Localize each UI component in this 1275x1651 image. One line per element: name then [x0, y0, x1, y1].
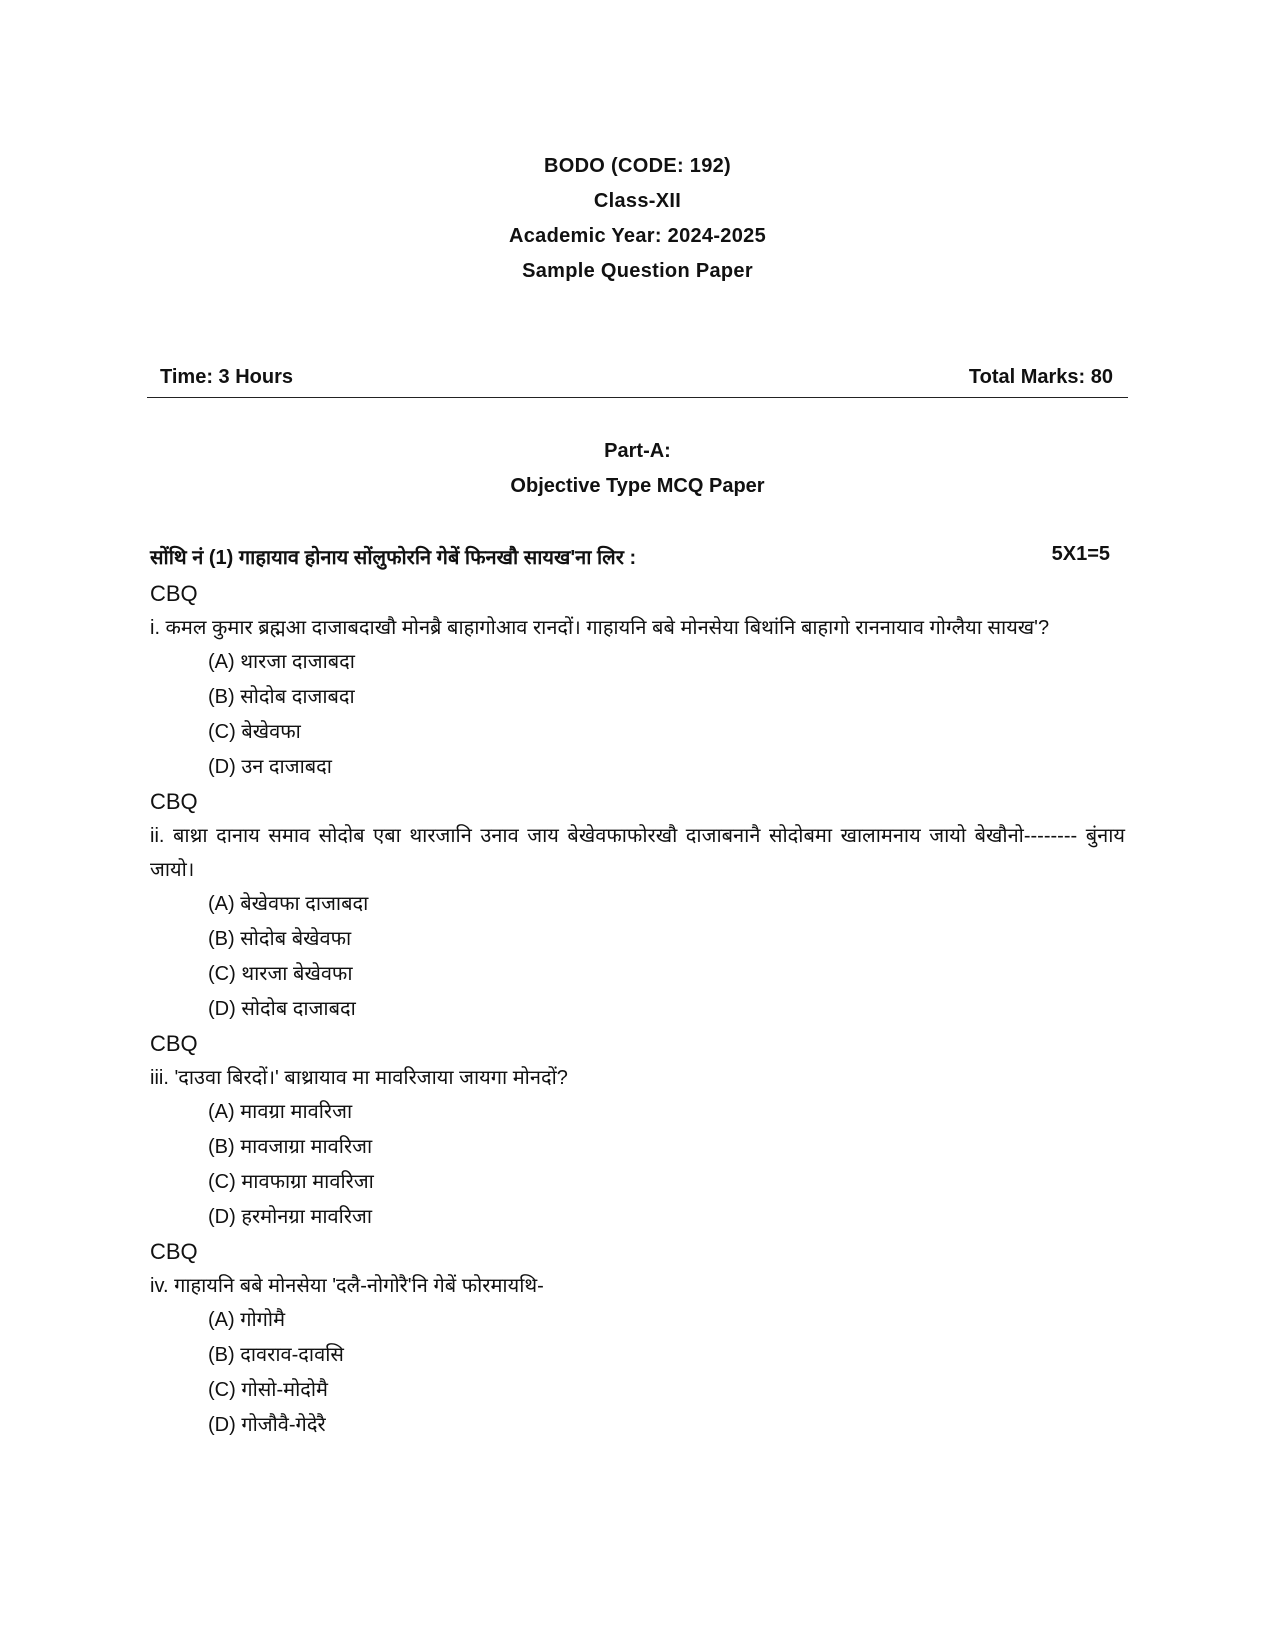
question-block: [150, 577, 1125, 785]
option-c: (C) मावफाग्रा मावरिजा: [208, 1171, 374, 1193]
option-b: (B) सोदोब बेखेवफा: [208, 928, 352, 950]
question-text: iv. गाहायनि बबे मोनसेया 'दलै-नोगोरै'नि गेबें फोरमायथि-: [150, 1275, 544, 1297]
option-a: (A) बेखेवफा दाजाबदा: [208, 893, 369, 915]
question-block: [150, 785, 1125, 1027]
option-c: (C) बेखेवफा: [208, 721, 301, 743]
question-tag: CBQ: [150, 789, 198, 814]
question-text: i. कमल कुमार ब्रह्मआ दाजाबदाखौ मोनब्रै बाहागोआव रानदों। गाहायनि बबे मोनसेया बिथांनि बाहागो राननायाव गोग्लैया सायख'?: [150, 617, 1050, 639]
question-tag: CBQ: [150, 581, 198, 606]
option-a: (A) गोगोमै: [208, 1309, 286, 1331]
subject-title: BODO (CODE: 192): [543, 155, 732, 177]
academic-year: Academic Year: 2024-2025: [508, 225, 766, 247]
question-tag: CBQ: [150, 1239, 198, 1264]
option-c: (C) थारजा बेखेवफा: [208, 963, 353, 985]
question-block: [150, 1235, 1125, 1443]
total-marks: Total Marks: 80: [968, 366, 1113, 388]
question-list: [150, 577, 1125, 1443]
section-marks: 5X1=5: [1051, 543, 1110, 565]
question-tag: CBQ: [150, 1031, 198, 1056]
question-block: [150, 1027, 1125, 1235]
header-divider: [147, 397, 1128, 398]
part-title: Part-A:: [604, 440, 671, 462]
time-allowed: Time: 3 Hours: [160, 366, 293, 388]
section-heading: [150, 543, 1110, 570]
option-b: (B) सोदोब दाजाबदा: [208, 686, 355, 708]
option-d: (D) सोदोब दाजाबदा: [208, 998, 356, 1020]
option-d: (D) उन दाजाबदा: [208, 756, 332, 778]
option-b: (B) दावराव-दावसि: [208, 1344, 344, 1366]
part-subtitle: Objective Type MCQ Paper: [510, 475, 765, 497]
option-b: (B) मावजाग्रा मावरिजा: [208, 1136, 373, 1158]
option-a: (A) मावग्रा मावरिजा: [208, 1101, 353, 1123]
option-d: (D) गोजौवै-गेदेरै: [208, 1414, 326, 1436]
option-d: (D) हरमोनग्रा मावरिजा: [208, 1206, 373, 1228]
option-a: (A) थारजा दाजाबदा: [208, 651, 355, 673]
class-title: Class-XII: [593, 190, 682, 212]
paper-type: Sample Question Paper: [522, 260, 753, 282]
question-text: ii. बाथ्रा दानाय समाव सोदोब एबा थारजानि उनाव जाय बेखेवफाफोरखौ दाजाबनानै सोदोबमा खालामनाय जायो बेखौनो-------- बुंनाय जायो।: [150, 825, 1125, 881]
question-text: iii. 'दाउवा बिरदों।' बाथ्रायाव मा मावरिजाया जायगा मोनदों?: [150, 1067, 568, 1089]
option-c: (C) गोसो-मोदोमै: [208, 1379, 329, 1401]
section-instruction: सोंथि नं (1) गाहायाव होनाय सोंलुफोरनि गेबें फिनखौ सायख'ना लिर :: [150, 547, 637, 569]
